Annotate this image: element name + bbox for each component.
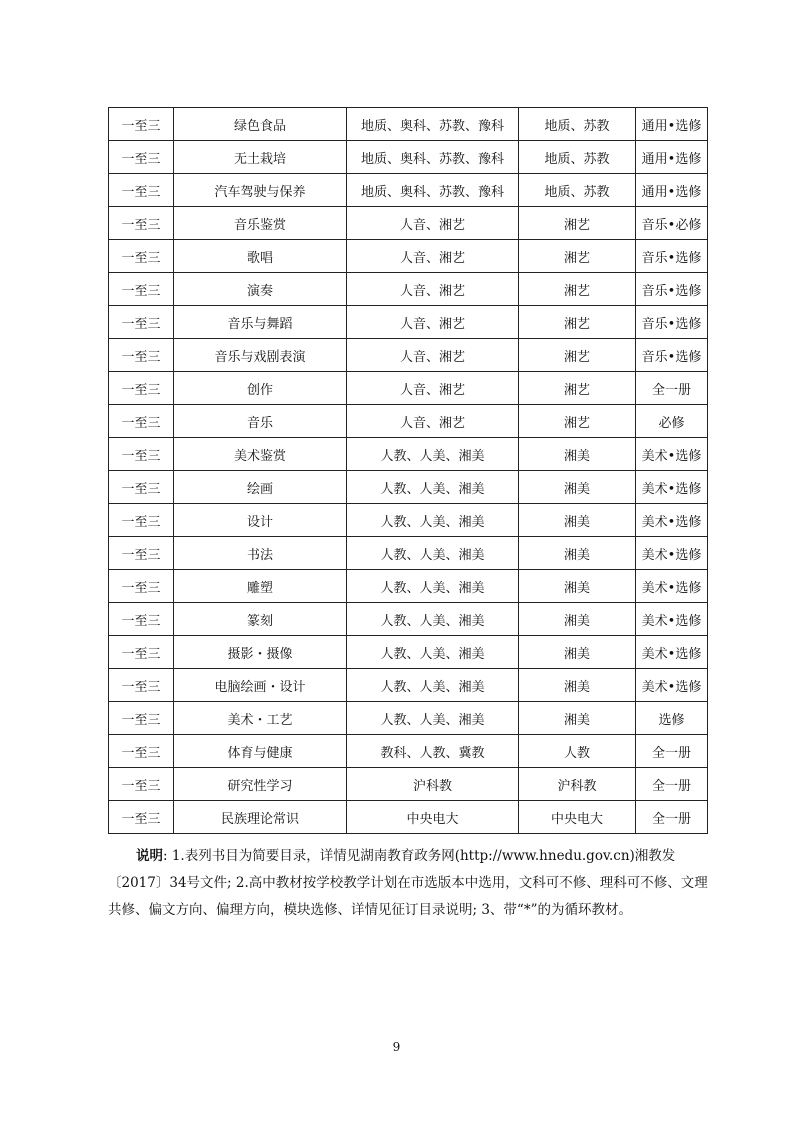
course-cell: 民族理论常识	[174, 801, 347, 834]
table-row	[109, 405, 708, 438]
course-cell: 音乐与舞蹈	[174, 306, 347, 339]
selected-publisher-cell: 湘美	[519, 636, 636, 669]
publisher-options-cell: 人教、人美、湘美	[347, 702, 519, 735]
table-row	[109, 570, 708, 603]
grade-cell: 一至三	[109, 240, 174, 273]
course-cell: 摄影・摄像	[174, 636, 347, 669]
module-cell: 美术•选修	[636, 669, 708, 702]
table-row	[109, 108, 708, 141]
table-row	[109, 372, 708, 405]
table-row	[109, 603, 708, 636]
course-cell: 绘画	[174, 471, 347, 504]
selected-publisher-cell: 湘美	[519, 570, 636, 603]
publisher-options-cell: 地质、奥科、苏教、豫科	[347, 108, 519, 141]
course-cell: 书法	[174, 537, 347, 570]
module-cell: 音乐•选修	[636, 240, 708, 273]
module-cell: 通用•选修	[636, 141, 708, 174]
publisher-options-cell: 人教、人美、湘美	[347, 438, 519, 471]
course-cell: 音乐鉴赏	[174, 207, 347, 240]
table-row	[109, 537, 708, 570]
table-row	[109, 504, 708, 537]
module-cell: 音乐•选修	[636, 339, 708, 372]
module-cell: 选修	[636, 702, 708, 735]
grade-cell: 一至三	[109, 108, 174, 141]
course-cell: 体育与健康	[174, 735, 347, 768]
grade-cell: 一至三	[109, 306, 174, 339]
table-row	[109, 174, 708, 207]
grade-cell: 一至三	[109, 504, 174, 537]
grade-cell: 一至三	[109, 273, 174, 306]
grade-cell: 一至三	[109, 537, 174, 570]
table-row	[109, 669, 708, 702]
selected-publisher-cell: 地质、苏教	[519, 108, 636, 141]
grade-cell: 一至三	[109, 669, 174, 702]
module-cell: 美术•选修	[636, 570, 708, 603]
publisher-options-cell: 人教、人美、湘美	[347, 636, 519, 669]
grade-cell: 一至三	[109, 735, 174, 768]
publisher-options-cell: 人教、人美、湘美	[347, 504, 519, 537]
textbook-table	[108, 107, 708, 834]
module-cell: 美术•选修	[636, 504, 708, 537]
publisher-options-cell: 人教、人美、湘美	[347, 669, 519, 702]
publisher-options-cell: 人教、人美、湘美	[347, 471, 519, 504]
module-cell: 全一册	[636, 768, 708, 801]
selected-publisher-cell: 湘艺	[519, 273, 636, 306]
course-cell: 音乐	[174, 405, 347, 438]
table-row	[109, 306, 708, 339]
grade-cell: 一至三	[109, 471, 174, 504]
note-section	[108, 843, 708, 924]
note-paragraph	[108, 843, 708, 924]
grade-cell: 一至三	[109, 372, 174, 405]
course-cell: 篆刻	[174, 603, 347, 636]
selected-publisher-cell: 湘艺	[519, 405, 636, 438]
module-cell: 美术•选修	[636, 471, 708, 504]
table-row	[109, 735, 708, 768]
module-cell: 美术•选修	[636, 636, 708, 669]
course-cell: 美术鉴赏	[174, 438, 347, 471]
publisher-options-cell: 沪科教	[347, 768, 519, 801]
selected-publisher-cell: 湘美	[519, 669, 636, 702]
module-cell: 必修	[636, 405, 708, 438]
selected-publisher-cell: 湘艺	[519, 306, 636, 339]
selected-publisher-cell: 湘艺	[519, 372, 636, 405]
table-row	[109, 768, 708, 801]
publisher-options-cell: 人教、人美、湘美	[347, 537, 519, 570]
selected-publisher-cell: 湘美	[519, 702, 636, 735]
course-cell: 音乐与戏剧表演	[174, 339, 347, 372]
selected-publisher-cell: 人教	[519, 735, 636, 768]
publisher-options-cell: 地质、奥科、苏教、豫科	[347, 141, 519, 174]
table-row	[109, 240, 708, 273]
course-cell: 歌唱	[174, 240, 347, 273]
selected-publisher-cell: 中央电大	[519, 801, 636, 834]
module-cell: 全一册	[636, 372, 708, 405]
selected-publisher-cell: 湘美	[519, 603, 636, 636]
grade-cell: 一至三	[109, 702, 174, 735]
grade-cell: 一至三	[109, 339, 174, 372]
table-row	[109, 273, 708, 306]
table-row	[109, 141, 708, 174]
grade-cell: 一至三	[109, 141, 174, 174]
note-label: 说明	[136, 848, 163, 864]
selected-publisher-cell: 地质、苏教	[519, 174, 636, 207]
module-cell: 音乐•必修	[636, 207, 708, 240]
grade-cell: 一至三	[109, 438, 174, 471]
grade-cell: 一至三	[109, 801, 174, 834]
grade-cell: 一至三	[109, 570, 174, 603]
selected-publisher-cell: 沪科教	[519, 768, 636, 801]
selected-publisher-cell: 湘美	[519, 537, 636, 570]
table-row	[109, 438, 708, 471]
selected-publisher-cell: 湘美	[519, 504, 636, 537]
course-cell: 绿色食品	[174, 108, 347, 141]
publisher-options-cell: 人音、湘艺	[347, 339, 519, 372]
grade-cell: 一至三	[109, 174, 174, 207]
selected-publisher-cell: 湘艺	[519, 240, 636, 273]
grade-cell: 一至三	[109, 405, 174, 438]
selected-publisher-cell: 地质、苏教	[519, 141, 636, 174]
module-cell: 音乐•选修	[636, 273, 708, 306]
publisher-options-cell: 人音、湘艺	[347, 306, 519, 339]
grade-cell: 一至三	[109, 603, 174, 636]
course-cell: 设计	[174, 504, 347, 537]
course-cell: 创作	[174, 372, 347, 405]
module-cell: 音乐•选修	[636, 306, 708, 339]
table-row	[109, 801, 708, 834]
table-row	[109, 702, 708, 735]
selected-publisher-cell: 湘艺	[519, 339, 636, 372]
module-cell: 全一册	[636, 801, 708, 834]
module-cell: 全一册	[636, 735, 708, 768]
course-cell: 演奏	[174, 273, 347, 306]
table-body	[109, 108, 708, 834]
publisher-options-cell: 教科、人教、冀教	[347, 735, 519, 768]
table-row	[109, 636, 708, 669]
publisher-options-cell: 人教、人美、湘美	[347, 603, 519, 636]
grade-cell: 一至三	[109, 768, 174, 801]
selected-publisher-cell: 湘美	[519, 471, 636, 504]
grade-cell: 一至三	[109, 207, 174, 240]
module-cell: 通用•选修	[636, 174, 708, 207]
grade-cell: 一至三	[109, 636, 174, 669]
course-cell: 汽车驾驶与保养	[174, 174, 347, 207]
publisher-options-cell: 人音、湘艺	[347, 207, 519, 240]
note-text: : 1.表列书目为简要目录，详情见湖南教育政务网(http://www.hnedu.gov.cn)湘教发〔2017〕34号文件; 2.高中教材按学校教学计划在市选版本中选用，文科可不修、理科可不修、文理共修、偏文方向、偏理方向，模块选修、详情见征订目录说明; 3、带“*”的为循环教材。	[108, 848, 708, 918]
publisher-options-cell: 人音、湘艺	[347, 273, 519, 306]
publisher-options-cell: 人音、湘艺	[347, 405, 519, 438]
course-cell: 雕塑	[174, 570, 347, 603]
publisher-options-cell: 地质、奥科、苏教、豫科	[347, 174, 519, 207]
course-cell: 电脑绘画・设计	[174, 669, 347, 702]
selected-publisher-cell: 湘艺	[519, 207, 636, 240]
module-cell: 美术•选修	[636, 603, 708, 636]
table-row	[109, 207, 708, 240]
course-cell: 研究性学习	[174, 768, 347, 801]
selected-publisher-cell: 湘美	[519, 438, 636, 471]
module-cell: 美术•选修	[636, 438, 708, 471]
publisher-options-cell: 人教、人美、湘美	[347, 570, 519, 603]
module-cell: 美术•选修	[636, 537, 708, 570]
table-row	[109, 471, 708, 504]
course-cell: 美术・工艺	[174, 702, 347, 735]
publisher-options-cell: 人音、湘艺	[347, 240, 519, 273]
publisher-options-cell: 中央电大	[347, 801, 519, 834]
table-row	[109, 339, 708, 372]
course-cell: 无土栽培	[174, 141, 347, 174]
module-cell: 通用•选修	[636, 108, 708, 141]
page-number: 9	[392, 1040, 401, 1054]
publisher-options-cell: 人音、湘艺	[347, 372, 519, 405]
